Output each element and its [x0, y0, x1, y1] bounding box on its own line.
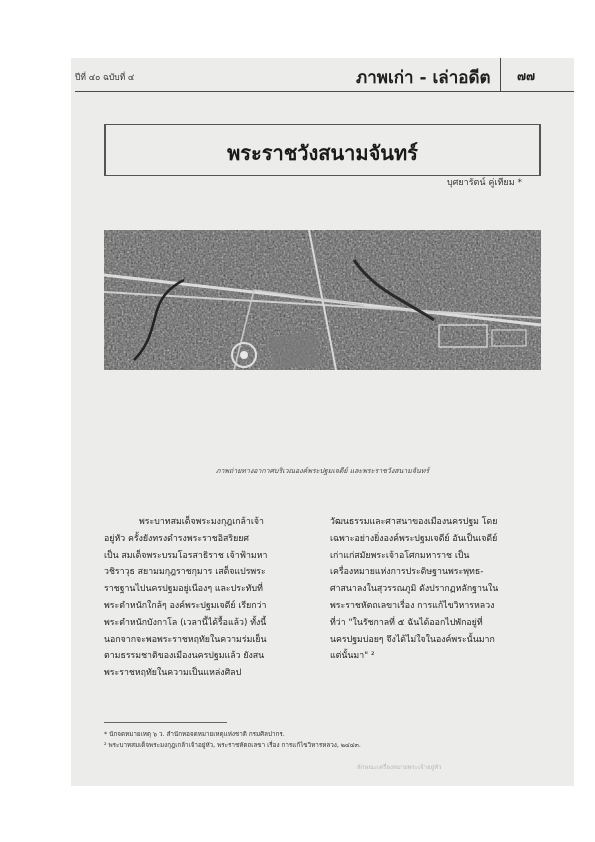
body-line: เก่าแก่สมัยพระเจ้าอโศกมหาราช เป็น: [330, 550, 470, 561]
aerial-photo: [104, 230, 541, 370]
body-line: พระราชหฤทัยในความเป็นแหล่งศิลป: [104, 668, 242, 679]
author-name: บุศยารัตน์ คู่เทียม *: [446, 178, 522, 188]
header-divider: [500, 58, 501, 91]
volume-issue: ปีที่ ๔๐ ฉบับที่ ๔: [75, 73, 135, 83]
aerial-photo-image: [104, 230, 541, 370]
footnote: * นักจดหมายเหตุ ๖ ว. สำนักหอจดหมายเหตุแห่งชาติ กรมศิลปากร.: [104, 731, 285, 738]
body-line: พระตำหนักบังกาโล (เวลานี้ได้รื้อแล้ว) ทั้งนี้: [104, 617, 267, 628]
section-title: ภาพเก่า - เล่าอดีต: [356, 68, 491, 88]
body-line: แต่นั้นมา" ²: [330, 651, 375, 662]
body-line: ศาสนาลงในสุวรรณภูมิ ดังปรากฏหลักฐานใน: [330, 584, 499, 595]
document-page: [71, 58, 574, 786]
footnote: ² พระบาทสมเด็จพระมงกุฎเกล้าเจ้าอยู่หัว, พระราชหัตถเลขา เรื่อง การแก้ไขวิหารหลวง, ๒๔๔๓.: [104, 742, 361, 749]
body-line: ราชฐานไปนครปฐมอยู่เนืองๆ และประทับที่: [104, 584, 263, 595]
body-line: วชิราวุธ สยามมกุฎราชกุมาร เสด็จแปรพระ: [104, 567, 266, 578]
footnote-rule: [104, 722, 227, 723]
photo-caption: ภาพถ่ายทางอากาศบริเวณองค์พระปฐมเจดีย์ และพระราชวังสนามจันทร์: [215, 467, 430, 475]
body-line: พระตำหนักใกล้ๆ องค์พระปฐมเจดีย์ เรียกว่า: [104, 600, 267, 611]
body-line: เป็น สมเด็จพระบรมโอรสาธิราช เจ้าฟ้ามหา: [104, 550, 268, 561]
body-line: พระบาทสมเด็จพระมงกุฎเกล้าเจ้า: [139, 517, 264, 527]
footnotes: [104, 729, 361, 751]
bleed-through-text: ลักษณะเครื่องหมายพระเจ้าอยู่หัว: [357, 764, 442, 771]
body-column-right: [330, 514, 542, 665]
body-line: เครื่องหมายแห่งการประดิษฐานพระพุทธ-: [330, 567, 484, 578]
body-line: วัฒนธรรมและศาสนาของเมืองนครปฐม โดย: [330, 517, 498, 527]
body-line: นอกจากจะพอพระราชหฤทัยในความร่มเย็น: [104, 634, 267, 645]
title-frame: [104, 124, 541, 176]
body-line: ที่ว่า "ในรัชกาลที่ ๕ ฉันได้ออกไปพักอยู่ที่: [330, 617, 483, 628]
body-line: พระราชหัตถเลขาเรื่อง การแก้ไขวิหารหลวง: [330, 600, 495, 611]
body-line: ตามธรรมชาติของเมืองนครปฐมแล้ว ยังสน: [104, 651, 265, 662]
body-line: อยู่หัว ครั้งยังทรงดำรงพระราชอิสริยยศ: [104, 533, 249, 544]
article-title: พระราชวังสนามจันทร์: [227, 141, 418, 165]
body-column-left: [104, 514, 323, 682]
header-rule: [75, 91, 574, 92]
body-line: นครปฐมบ่อยๆ จึงได้ไม่ใจในองค์พระนั้นมาก: [330, 634, 495, 645]
body-line: เฉพาะอย่างยิ่งองค์พระปฐมเจดีย์ อันเป็นเจดีย์: [330, 533, 498, 544]
page-number: ๗๗: [517, 69, 536, 83]
